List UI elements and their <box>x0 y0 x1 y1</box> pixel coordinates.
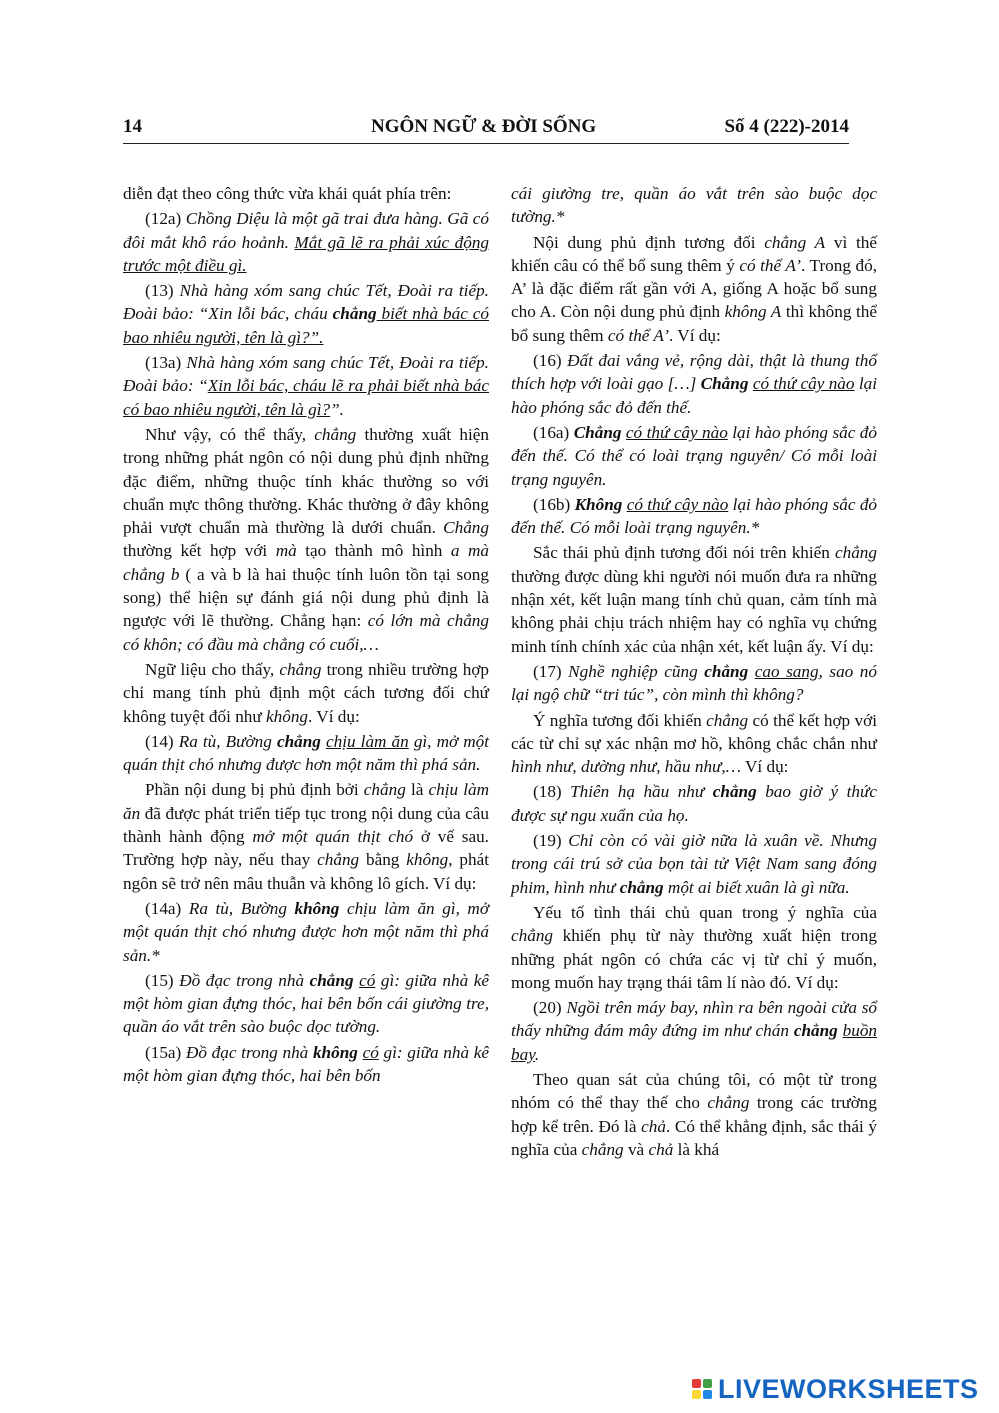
paragraph: diễn đạt theo công thức vừa khái quát phía trên: <box>123 184 452 203</box>
brand-text: LIVEWORKSHEETS <box>718 1373 979 1404</box>
example-19: (19) Chỉ còn có vài giờ nữa là xuân về. Nhưng trong cái trú sở của bọn tài tử Việt Nam sang đóng phim, hình như chẳng một ai biết xuân là gì nữa. <box>511 831 877 897</box>
running-header <box>123 116 849 146</box>
liveworksheets-logo-icon <box>692 1379 712 1399</box>
example-16b: (16b) Không có thứ cây nào lại hào phóng sắc đỏ đến thế. Có mỗi loài trạng nguyên.* <box>511 494 878 538</box>
example-12a: (12a) Chồng Diệu là một gã trai đưa hàng. Gã có đôi mắt khô ráo hoảnh. Mắt gã lẽ ra phải xúc động trước một điều gì. <box>123 209 490 275</box>
example-18: (18) Thiên hạ hầu như chẳng bao giờ ý thức được sự ngu xuẩn của họ. <box>511 782 877 825</box>
example-16: (16) Đất đai vắng vẻ, rộng dài, thật là thung thổ thích hợp với loài gạo […] Chẳng có thứ cây nào lại hào phóng sắc đỏ đến thế. <box>511 351 878 417</box>
example-13: (13) Nhà hàng xóm sang chúc Tết, Đoài ra tiếp. Đoài bảo: “Xin lỗi bác, cháu chẳng biết nhà bác có bao nhiêu người, tên là gì?”. <box>123 281 489 347</box>
logo-square <box>692 1390 701 1399</box>
paragraph: Ý nghĩa tương đối khiến chẳng có thể kết hợp với các từ chỉ sự xác nhận mơ hồ, không chắc chắn như hình như, dường như, hầu như,… Ví dụ: <box>511 710 877 777</box>
logo-square <box>703 1390 712 1399</box>
journal-title: NGÔN NGỮ & ĐỜI SỐNG <box>371 116 597 137</box>
liveworksheets-brand[interactable] <box>692 1374 979 1404</box>
example-17: (17) Nghề nghiệp cũng chẳng cao sang, sao nó lại ngộ chữ “tri túc”, còn mình thì không? <box>511 661 877 705</box>
paragraph: Phần nội dung bị phủ định bởi chẳng là chịu làm ăn đã được phát triển tiếp tục trong nội dung của câu thành hành động mở một quán thịt chó ở vế sau. Trường hợp này, nếu thay chẳng bằng không, phát ngôn sẽ trở nên mâu thuẫn và không lô gích. Ví dụ: <box>123 780 489 893</box>
example-15a-continued: cái giường tre, quần áo vắt trên sào buộc dọc tường.* <box>511 184 877 227</box>
example-20: (20) Ngồi trên máy bay, nhìn ra bên ngoài cửa sổ thấy những đám mây đứng im như chán chẳng buồn bay. <box>511 998 878 1064</box>
example-14a: (14a) Ra tù, Bường không chịu làm ăn gì, mở một quán thịt chó nhưng được hơn một năm thì phá sản.* <box>123 898 490 965</box>
example-13a: (13a) Nhà hàng xóm sang chúc Tết, Đoài ra tiếp. Đoài bảo: “Xin lỗi bác, cháu lẽ ra phải biết nhà bác có bao nhiêu người, tên là gì?”. <box>123 353 489 419</box>
paragraph: Yếu tố tình thái chủ quan trong ý nghĩa của chẳng khiến phụ từ này thường xuất hiện trong những phát ngôn có chứa các vị từ chỉ ý muốn, mong muốn hay trạng thái tâm lí nào đó. Ví dụ: <box>511 902 877 992</box>
example-15: (15) Đồ đạc trong nhà chẳng có gì: giữa nhà kê một hòm gian đựng thóc, hai bên bốn cái giường tre, quần áo vắt trên sào buộc dọc tường. <box>123 970 490 1037</box>
paragraph: Theo quan sát của chúng tôi, có một từ trong nhóm có thể thay thế cho chẳng trong các trường hợp kể trên. Đó là chả. Có thể khẳng định, sắc thái ý nghĩa của chẳng và chả là khá <box>511 1069 877 1159</box>
paragraph: Như vậy, có thể thấy, chẳng thường xuất hiện trong những phát ngôn có nội dung phủ định những đặc điểm, những thuộc tính khác thường so với chuẩn mực thông thường. Khác thường ở đây không phải vượt chuẩn mà thường là dưới chuẩn. Chẳng thường kết hợp với mà tạo thành mô hình a mà chẳng b ( a và b là hai thuộc tính luôn tồn tại song song) thể hiện sự đánh giá nội dung phủ định là ngược với lẽ thường. Chẳng hạn: có lớn mà chẳng có khôn; có đầu mà chẳng có cuối,… <box>123 424 489 654</box>
header-rule <box>123 143 849 144</box>
example-14: (14) Ra tù, Bường chẳng chịu làm ăn gì, mở một quán thịt chó nhưng được hơn một năm thì phá sản. <box>123 731 490 775</box>
paragraph: Nội dung phủ định tương đối chẳng A vì thế khiến câu có thể bổ sung thêm ý có thể A’. Trong đó, A’ là đặc điểm rất gần với A, giống A hoặc bổ sung cho A. Còn nội dung phủ định không A thì không thể bổ sung thêm có thể A’. Ví dụ: <box>511 232 878 345</box>
right-column <box>511 182 877 1163</box>
logo-square <box>703 1379 712 1388</box>
paragraph: Sắc thái phủ định tương đối nói trên khiến chẳng thường được dùng khi người nói muốn đưa ra những nhận xét, kết luận mang tính chủ quan, cảm tính mà không phải chịu trách nhiệm hay có nghĩa vụ chứng minh tính chính xác của nhận xét, kết luận ấy. Ví dụ: <box>511 543 877 656</box>
left-column <box>123 182 489 1089</box>
example-15a: (15a) Đồ đạc trong nhà không có gì: giữa nhà kê một hòm gian đựng thóc, hai bên bốn <box>123 1042 490 1085</box>
logo-square <box>692 1379 701 1388</box>
page-number: 14 <box>123 116 142 137</box>
issue-number: Số 4 (222)-2014 <box>724 116 849 137</box>
example-16a: (16a) Chẳng có thứ cây nào lại hào phóng sắc đỏ đến thế. Có thể có loài trạng nguyên/ Có mỗi loài trạng nguyên. <box>511 422 877 489</box>
paragraph: Ngữ liệu cho thấy, chẳng trong nhiều trường hợp chỉ mang tính phủ định một cách tương đối chứ không tuyệt đối như không. Ví dụ: <box>123 659 489 726</box>
